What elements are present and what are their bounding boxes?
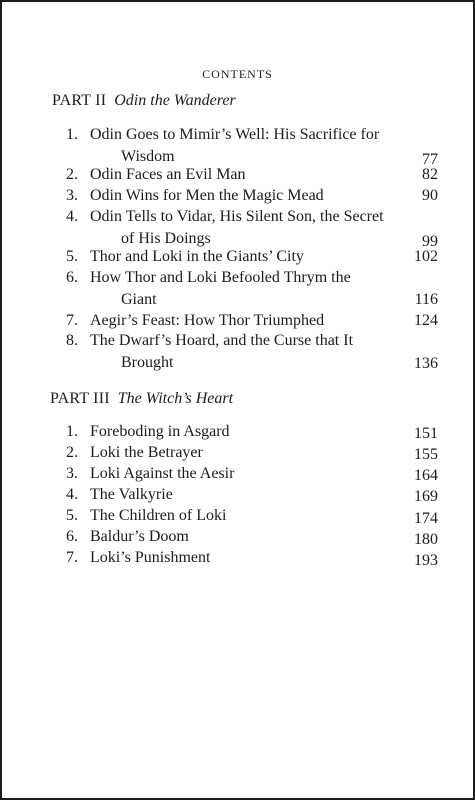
entry-title: Odin Wins for Men the Magic Mead xyxy=(90,187,324,204)
toc-entry[interactable] xyxy=(60,310,450,332)
entry-page: 82 xyxy=(422,166,438,183)
toc-entry[interactable] xyxy=(60,267,450,311)
entry-title: How Thor and Loki Befooled Thrym the Giant xyxy=(90,269,351,308)
entry-number: 4. xyxy=(66,486,78,503)
toc-entry[interactable] xyxy=(60,185,450,207)
entry-page: 193 xyxy=(414,552,438,569)
part-title: The Witch’s Heart xyxy=(117,390,234,407)
contents-heading: CONTENTS xyxy=(202,67,273,81)
entry-number: 5. xyxy=(66,248,78,265)
entry-title: Loki the Betrayer xyxy=(90,444,203,461)
entry-title: Loki Against the Aesir xyxy=(90,465,235,482)
entry-number: 4. xyxy=(66,208,78,225)
entry-title: Odin Tells to Vidar, His Silent Son, the Secret of His Doings xyxy=(90,208,384,247)
part-heading-3 xyxy=(50,390,233,408)
entry-number: 8. xyxy=(66,332,78,349)
toc-entry[interactable] xyxy=(60,124,450,168)
entry-page: 116 xyxy=(414,291,438,308)
entry-page: 77 xyxy=(422,151,438,168)
toc-entry[interactable] xyxy=(60,421,450,443)
toc-entry[interactable] xyxy=(60,330,450,374)
entry-number: 2. xyxy=(66,166,78,183)
entry-page: 174 xyxy=(414,510,438,527)
entry-title: Loki’s Punishment xyxy=(90,549,211,566)
entry-number: 6. xyxy=(66,269,78,286)
entry-number: 1. xyxy=(66,423,78,440)
entry-number: 3. xyxy=(66,187,78,204)
entry-title: Foreboding in Asgard xyxy=(90,423,230,440)
toc-entry[interactable] xyxy=(60,526,450,548)
part-label: PART III xyxy=(50,390,110,407)
entry-page: 90 xyxy=(422,187,438,204)
entry-title: Aegir’s Feast: How Thor Triumphed xyxy=(90,312,325,329)
toc-entry[interactable] xyxy=(60,463,450,485)
toc-entry[interactable] xyxy=(60,442,450,464)
toc-entry[interactable] xyxy=(60,547,450,569)
toc-entry[interactable] xyxy=(60,206,450,250)
entry-page: 102 xyxy=(414,248,438,265)
entry-number: 7. xyxy=(66,549,78,566)
entry-number: 7. xyxy=(66,312,78,329)
entry-title: The Dwarf’s Hoard, and the Curse that It Brought xyxy=(90,332,354,371)
entry-number: 5. xyxy=(66,507,78,524)
entry-title: The Valkyrie xyxy=(90,486,173,503)
entry-page: 151 xyxy=(414,425,438,442)
entry-page: 180 xyxy=(414,531,438,548)
entry-page: 164 xyxy=(414,467,438,484)
entry-page: 169 xyxy=(414,488,438,505)
entry-title: The Children of Loki xyxy=(90,507,227,524)
entry-title: Thor and Loki in the Giants’ City xyxy=(90,248,304,265)
part-label: PART II xyxy=(52,92,107,109)
part-heading-2 xyxy=(52,92,236,110)
entry-title: Odin Faces an Evil Man xyxy=(90,166,246,183)
entry-title: Odin Goes to Mimir’s Well: His Sacrifice for Wisdom xyxy=(90,126,380,165)
entry-page: 155 xyxy=(414,446,438,463)
entry-page: 124 xyxy=(414,312,438,329)
toc-entry[interactable] xyxy=(60,164,450,186)
entry-number: 2. xyxy=(66,444,78,461)
entry-page: 99 xyxy=(422,233,438,250)
toc-entry[interactable] xyxy=(60,484,450,506)
entry-number: 6. xyxy=(66,528,78,545)
entry-title: Baldur’s Doom xyxy=(90,528,189,545)
entry-number: 1. xyxy=(66,126,78,143)
entry-number: 3. xyxy=(66,465,78,482)
toc-entry[interactable] xyxy=(60,246,450,268)
part-title: Odin the Wanderer xyxy=(114,92,236,109)
toc-entry[interactable] xyxy=(60,505,450,527)
entry-page: 136 xyxy=(414,355,438,372)
